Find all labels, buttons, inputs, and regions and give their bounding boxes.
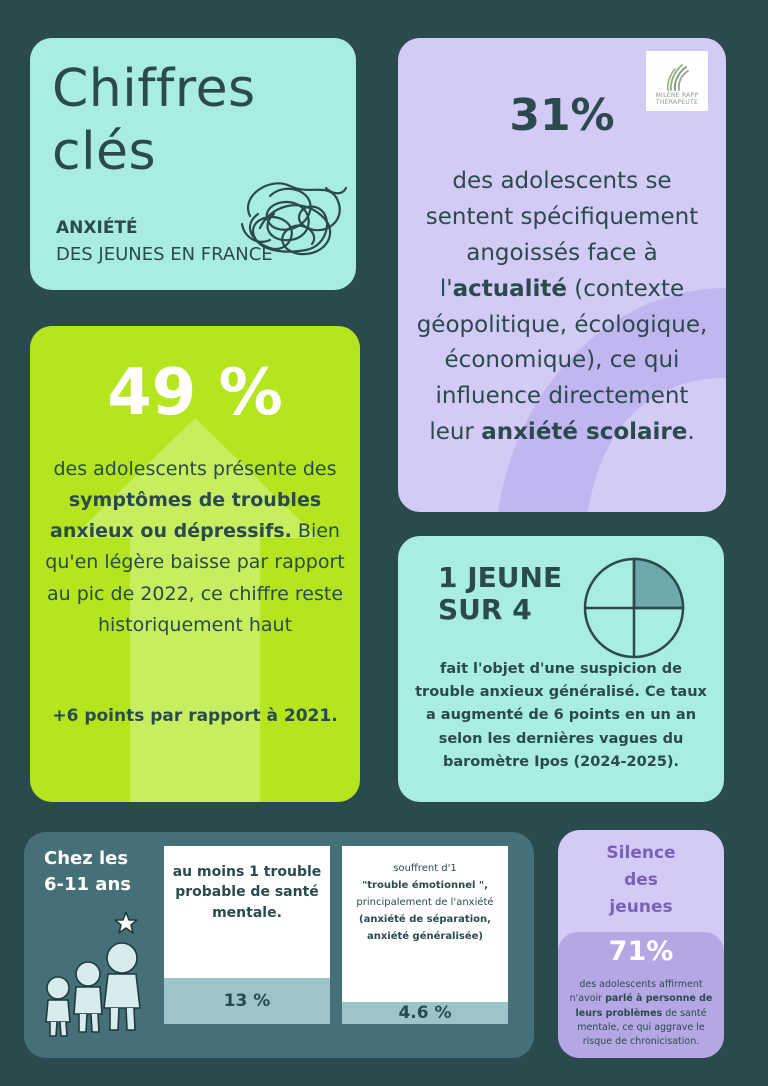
stat-bar-4-6 xyxy=(342,1002,508,1024)
logo-text: MILÈNE RAPP THÉRAPEUTE xyxy=(655,91,699,106)
text-49-part1: des adolescents présente des xyxy=(53,458,337,480)
stat2-bold2: (anxiété de séparation, anxiété généralisée) xyxy=(359,914,491,942)
stat-value-4-6: 4.6 % xyxy=(398,1003,452,1023)
stat-bar-13 xyxy=(164,978,330,1024)
children-illustration-icon xyxy=(38,912,158,1042)
text-71-bold: parlé à personne de leurs problèmes xyxy=(575,993,713,1019)
subtitle-jeunes: DES JEUNES EN FRANCE xyxy=(56,244,273,265)
silence-title-line2: des xyxy=(624,870,658,891)
card-31-percent xyxy=(398,38,726,512)
text-31-part2: (contexte géopolitique, écologique, économique), ce qui influence directement leur xyxy=(416,275,708,446)
text-49-bold: symptômes de troubles anxieux ou dépressifs. xyxy=(50,489,322,543)
stat-value-71: 71% xyxy=(608,936,674,967)
stat2-line2: principalement de l'anxiété xyxy=(356,897,494,908)
stat-change-49: +6 points par rapport à 2021. xyxy=(52,706,338,726)
silence-title-line3: jeunes xyxy=(609,897,673,918)
card-49-percent xyxy=(30,326,360,802)
quarter-pie-icon xyxy=(582,556,686,660)
stat2-line1: souffrent d'1 xyxy=(393,863,457,874)
page-title xyxy=(52,58,256,185)
text-31-bold-anxiete: anxiété scolaire xyxy=(481,419,688,446)
stat-description-1-sur-4: fait l'objet d'une suspicion de trouble anxieux généralisé. Ce taux a augmenté de 6 points en un an selon les dernières vagues du baromètre Ipos (2024-2025). xyxy=(415,661,707,770)
stat-value-31: 31% xyxy=(509,90,615,141)
stat-box-troubles xyxy=(164,846,330,1024)
silence-title xyxy=(558,840,724,922)
stat-description-71 xyxy=(566,978,716,1049)
stat-description-troubles: au moins 1 trouble probable de santé mentale. xyxy=(172,864,322,921)
card-silence-des-jeunes xyxy=(558,830,724,1058)
stat-value-1-sur-4 xyxy=(438,562,562,627)
jeune-title-line1: 1 JEUNE xyxy=(438,561,563,594)
title-line-2: clés xyxy=(52,122,157,183)
silence-stat-panel xyxy=(558,932,724,1058)
age-group-label xyxy=(44,846,131,898)
age-label-line1: Chez les xyxy=(44,848,129,869)
text-49-part2: Bien qu'en légère baisse par rapport au pic de 2022, ce chiffre reste historiquement haut xyxy=(45,520,345,636)
stat-description-emotionnel xyxy=(348,860,502,945)
silence-title-line1: Silence xyxy=(606,843,676,863)
text-31-end: . xyxy=(687,419,695,446)
text-71-part1: des adolescents affirment n'avoir xyxy=(569,979,703,1005)
jeune-title-line2: SUR 4 xyxy=(438,593,532,627)
subtitle-anxiete: ANXIÉTÉ xyxy=(56,218,138,238)
age-label-line2: 6-11 ans xyxy=(44,874,131,896)
card-1-jeune-sur-4 xyxy=(398,536,724,802)
leaf-logo-icon xyxy=(662,62,692,92)
text-31-part1: des adolescents se sentent spécifiquement angoissés face à l' xyxy=(425,168,699,302)
stat-box-emotionnel xyxy=(342,846,508,1024)
title-card xyxy=(30,38,356,290)
stat-value-49: 49 % xyxy=(107,356,283,430)
title-line-1: Chiffres xyxy=(52,59,256,119)
card-6-11-ans xyxy=(24,832,534,1058)
pie-slice-highlight xyxy=(634,559,683,608)
text-71-part2: de santé mentale, ce qui aggrave le risque de chronicisation. xyxy=(577,1007,707,1047)
stat-description-31 xyxy=(412,164,712,451)
stat-description-49 xyxy=(44,454,346,641)
text-31-bold-actualite: actualité xyxy=(452,275,567,302)
stat-value-13: 13 % xyxy=(223,991,271,1011)
stat2-bold: "trouble émotionnel ", xyxy=(362,880,488,891)
